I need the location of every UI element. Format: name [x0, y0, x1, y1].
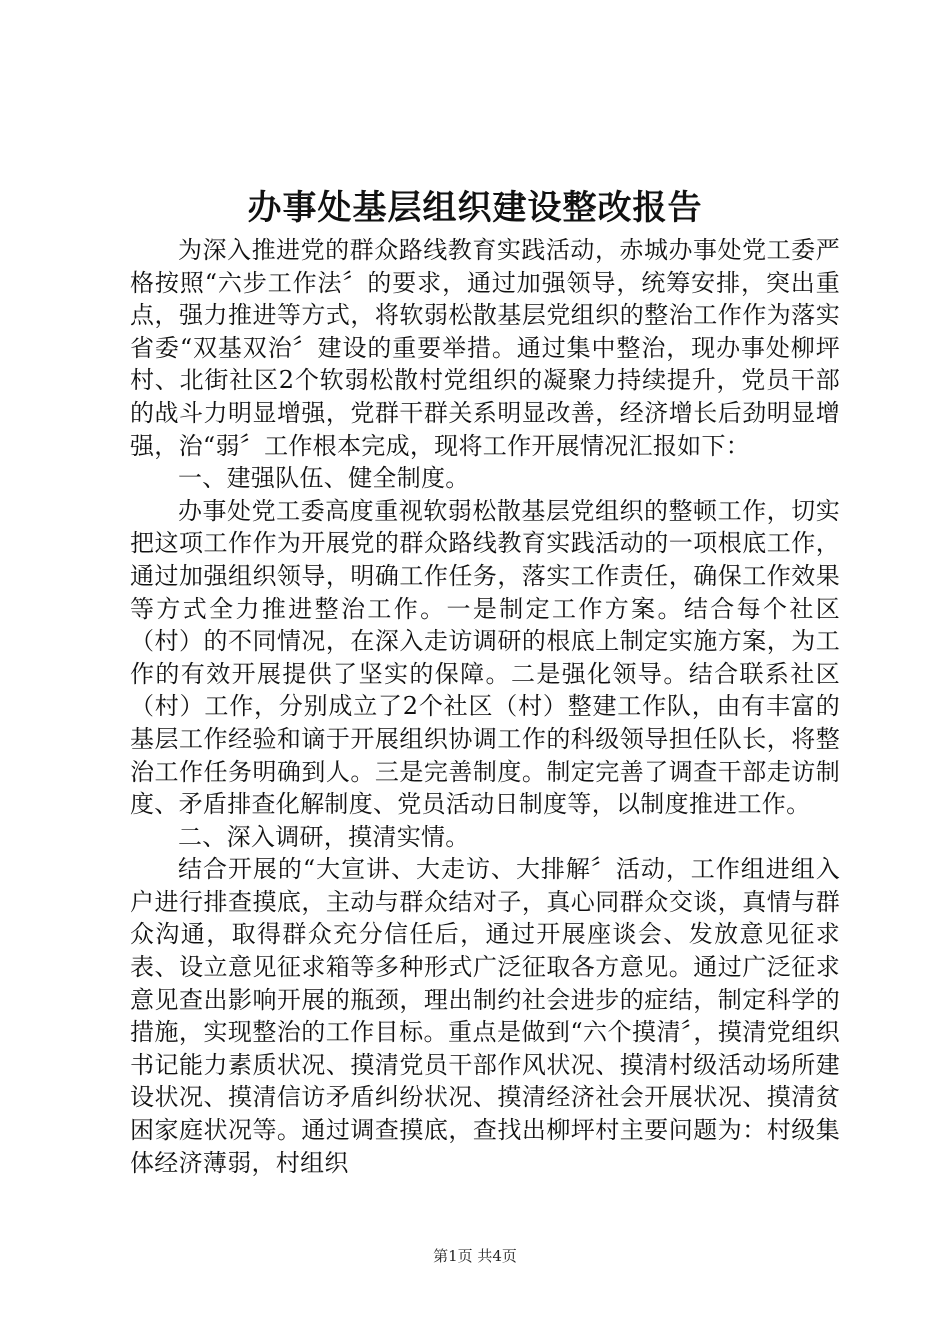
page-number-footer: 第1页 共4页	[433, 1247, 517, 1265]
paragraph-section-1: 办事处党工委高度重视软弱松散基层党组织的整顿工作，切实把这项工作作为开展党的群众路线教育实践活动的一项根底工作，通过加强组织领导，明确工作任务，落实工作责任，确保工作效果等方式全力推进整治工作。一是制定工作方案。结合每个社区（村）的不同情况，在深入走访调研的根底上制定实施方案，为工作的有效开展提供了坚实的保障。二是强化领导。结合联系社区（村）工作，分别成立了2个社区（村）整建工作队，由有丰富的基层工作经验和谪于开展组织协调工作的科级领导担任队长，将整治工作任务明确到人。三是完善制度。制定完善了调查干部走访制度、矛盾排查化解制度、党员活动日制度等，以制度推进工作。	[130, 496, 840, 819]
paragraph-intro: 为深入推进党的群众路线教育实践活动，赤城办事处党工委严格按照“六步工作法〞的要求，通过加强领导，统筹安排，突出重点，强力推进等方式，将软弱松散基层党组织的整治工作作为落实省委“双基双治〞建设的重要举措。通过集中整治，现办事处柳坪村、北街社区2个软弱松散村党组织的凝聚力持续提升，党员干部的战斗力明显增强，党群干群关系明显改善，经济增长后劲明显增强，治“弱〞工作根本完成，现将工作开展情况汇报如下：	[130, 236, 840, 460]
paragraph-section-2: 结合开展的“大宣讲、大走访、大排解〞活动，工作组进组入户进行排查摸底，主动与群众结对子，真心同群众交谈，真情与群众沟通，取得群众充分信任后，通过开展座谈会、发放意见征求表、设立意见征求箱等多种形式广泛征取各方意见。通过广泛征求意见查出影响开展的瓶颈，理出制约社会进步的症结，制定科学的措施，实现整治的工作目标。重点是做到“六个摸清〞，摸清党组织书记能力素质状况、摸清党员干部作风状况、摸清村级活动场所建设状况、摸清信访矛盾纠纷状况、摸清经济社会开展状况、摸清贫困家庭状况等。通过调查摸底，查找出柳坪村主要问题为：村级集体经济薄弱，村组织	[130, 855, 840, 1177]
document-body	[130, 234, 840, 1179]
document-title: 办事处基层组织建设整改报告	[247, 188, 703, 228]
section-heading-1: 一、建强队伍、健全制度。	[178, 464, 470, 493]
section-heading-2: 二、深入调研，摸清实情。	[178, 822, 470, 851]
